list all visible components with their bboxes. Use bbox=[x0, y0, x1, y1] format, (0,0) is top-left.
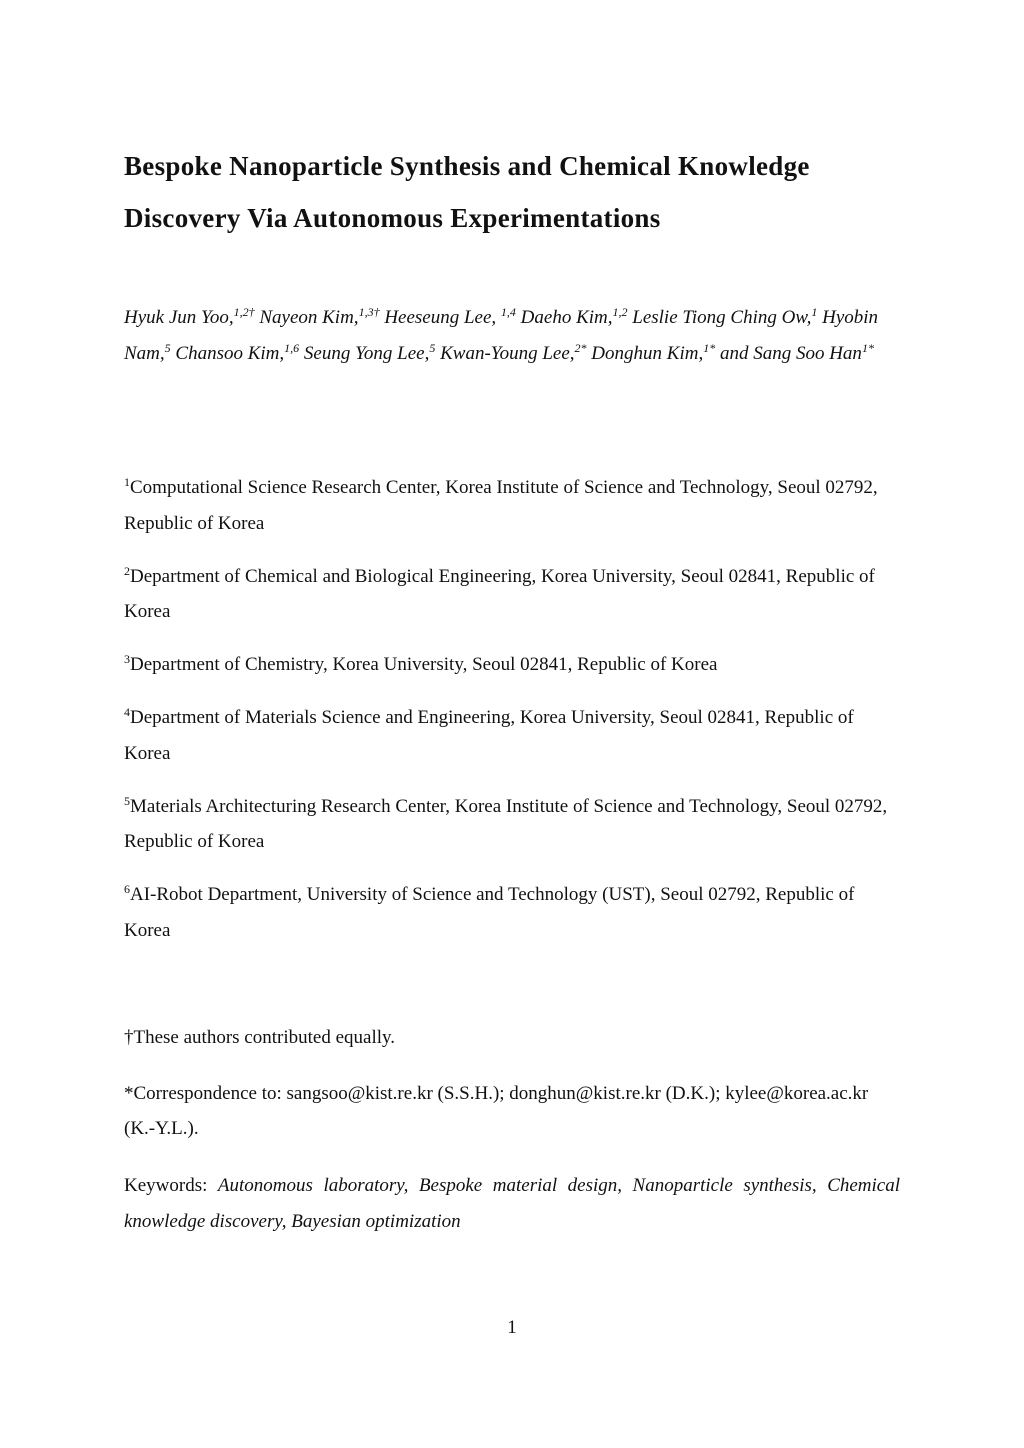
author: and Sang Soo Han$^{1*}$ bbox=[719, 340, 874, 364]
paper-title bbox=[124, 140, 904, 244]
title-line-1: Bespoke Nanoparticle Synthesis and Chemical Knowledge bbox=[124, 151, 810, 181]
affiliation: $^1$Computational Science Research Center, Korea Institute of Science and Technology, Seoul 02792, Republic of Korea bbox=[124, 475, 878, 534]
author: Chansoo Kim,$^{1,6}$ bbox=[175, 340, 300, 364]
correspondence-note: *Correspondence to: sangsoo@kist.re.kr (S.S.H.); donghun@kist.re.kr (D.K.); kylee@korea.ac.kr (K.-Y.L.). bbox=[124, 1082, 869, 1139]
author: Seung Yong Lee,$^5$ bbox=[303, 340, 436, 364]
affiliation: $^3$Department of Chemistry, Korea University, Seoul 02841, Republic of Korea bbox=[124, 652, 718, 675]
author: Donghun Kim,$^{1*}$ bbox=[591, 340, 716, 364]
affiliation: $^2$Department of Chemical and Biological Engineering, Korea University, Seoul 02841, Republic of Korea bbox=[124, 563, 875, 622]
keywords bbox=[124, 1168, 900, 1239]
author-list bbox=[124, 300, 900, 371]
page-number: 1 bbox=[507, 1317, 517, 1338]
affiliation-list bbox=[124, 470, 900, 966]
affiliation: $^6$AI-Robot Department, University of Science and Technology (UST), Seoul 02792, Republic of Korea bbox=[124, 882, 855, 941]
affiliation: $^5$Materials Architecturing Research Center, Korea Institute of Science and Technology, Seoul 02792, Republic of Korea bbox=[124, 793, 888, 852]
affiliation: $^4$Department of Materials Science and Engineering, Korea University, Seoul 02841, Republic of Korea bbox=[124, 705, 854, 764]
footnotes bbox=[124, 1020, 900, 1167]
author: Nayeon Kim,$^{1,3\dagger}$ bbox=[259, 305, 380, 328]
equal-contribution-note: †These authors contributed equally. bbox=[124, 1027, 396, 1048]
author: Daeho Kim,$^{1,2}$ bbox=[520, 305, 628, 328]
title-line-2: Discovery Via Autonomous Experimentations bbox=[124, 203, 661, 233]
keywords-label: Keywords: bbox=[124, 1175, 208, 1196]
author: Heeseung Lee, $^{1,4}$ bbox=[384, 305, 516, 328]
author: Hyobin Nam,$^5$ bbox=[124, 307, 879, 364]
keywords-list: Autonomous laboratory, Bespoke material design, Nanoparticle synthesis, Chemical knowledge discovery, Bayesian optimization bbox=[124, 1175, 901, 1232]
author: Hyuk Jun Yoo,$^{1,2\dagger}$ bbox=[124, 305, 255, 328]
author: Leslie Tiong Ching Ow,$^1$ bbox=[632, 305, 818, 328]
author: Kwan-Young Lee,$^{2*}$ bbox=[440, 340, 587, 364]
